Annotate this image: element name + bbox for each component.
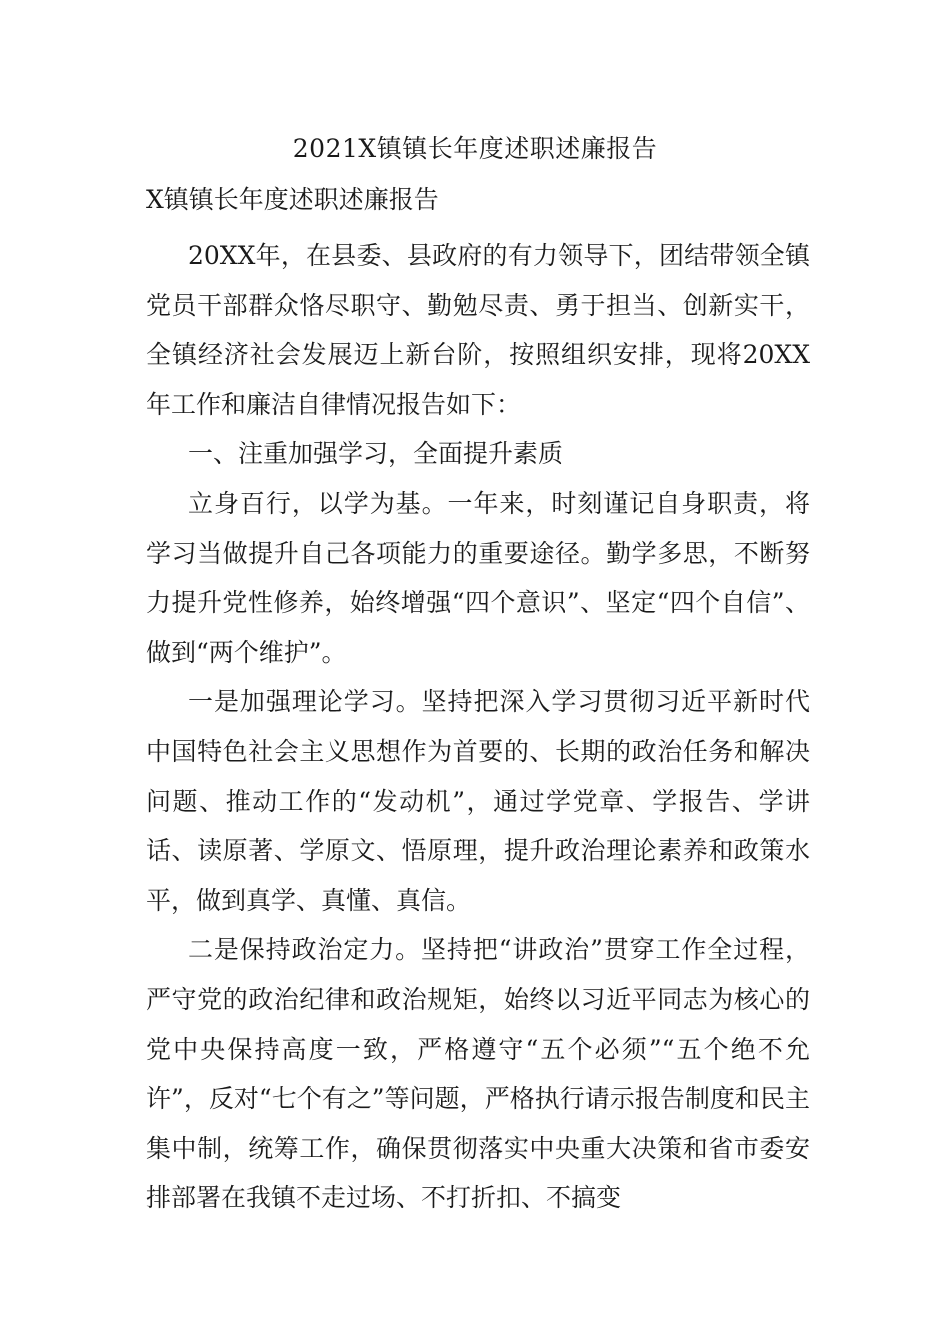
paragraph-study: 立身百行，以学为基。一年来，时刻谨记自身职责，将学习当做提升自己各项能力的重要途径。勤学多思，不断努力提升党性修养，始终增强“四个意识”、坚定“四个自信”、做到“两个维护”。: [146, 488, 810, 667]
paragraph-politics: 二是保持政治定力。坚持把“讲政治”贯穿工作全过程，严守党的政治纪律和政治规矩，始终以习近平同志为核心的党中央保持高度一致，严格遵守“五个必须”“五个绝不允许”，反对“七个有之”等问题，严格执行请示报告制度和民主集中制，统筹工作，确保贯彻落实中央重大决策和省市委安排部署在我镇不走过场、不打折扣、不搞变: [146, 935, 810, 1213]
document-subtitle: X镇镇长年度述职述廉报告: [146, 185, 439, 214]
section-heading: 一、注重加强学习，全面提升素质: [188, 439, 564, 469]
paragraph-intro: 20XX年，在县委、县政府的有力领导下，团结带领全镇党员干部群众恪尽职守、勤勉尽责、勇于担当、创新实干，全镇经济社会发展迈上新台阶，按照组织安排，现将20XX年工作和廉洁自律情况报告如下：: [146, 241, 810, 419]
document-title: 2021X镇镇长年度述职述廉报告: [292, 134, 658, 163]
document-body: [146, 231, 810, 1223]
paragraph-theory: 一是加强理论学习。坚持把深入学习贯彻习近平新时代中国特色社会主义思想作为首要的、长期的政治任务和解决问题、推动工作的“发动机”，通过学党章、学报告、学讲话、读原著、学原文、悟原理，提升政治理论素养和政策水平，做到真学、真懂、真信。: [146, 687, 810, 915]
